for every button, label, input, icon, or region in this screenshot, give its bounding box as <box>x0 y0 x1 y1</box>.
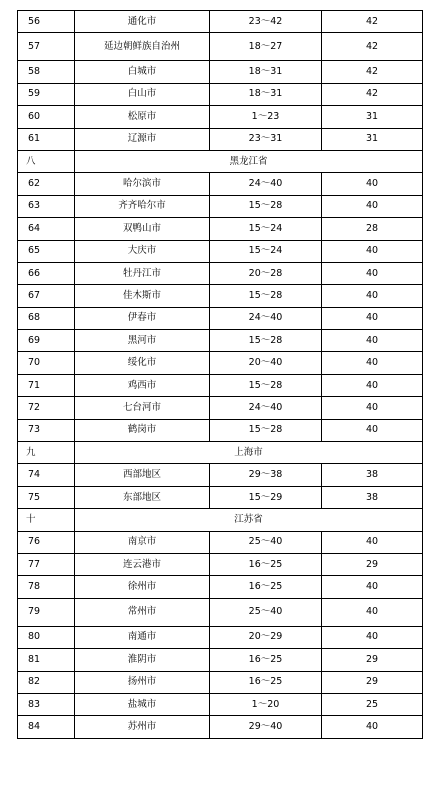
city-name: 佳木斯市 <box>75 285 210 307</box>
section-number: 十 <box>18 509 75 531</box>
design-value: 42 <box>322 11 423 33</box>
value-range: 16～25 <box>210 553 322 575</box>
city-name: 常州市 <box>75 598 210 626</box>
row-number: 81 <box>18 649 75 671</box>
design-value: 42 <box>322 61 423 83</box>
row-number: 72 <box>18 397 75 419</box>
row-number: 56 <box>18 11 75 33</box>
design-value: 29 <box>322 649 423 671</box>
table-row <box>18 397 423 419</box>
design-value: 40 <box>322 307 423 329</box>
table-row <box>18 33 423 61</box>
city-data-table <box>17 10 423 739</box>
row-number: 79 <box>18 598 75 626</box>
value-range: 20～29 <box>210 626 322 648</box>
design-value: 42 <box>322 33 423 61</box>
table-row <box>18 11 423 33</box>
design-value: 29 <box>322 553 423 575</box>
section-name: 上海市 <box>75 442 423 464</box>
value-range: 16～25 <box>210 576 322 598</box>
table-row <box>18 352 423 374</box>
design-value: 40 <box>322 419 423 441</box>
design-value: 31 <box>322 128 423 150</box>
table-row <box>18 598 423 626</box>
city-name: 淮阴市 <box>75 649 210 671</box>
row-number: 57 <box>18 33 75 61</box>
row-number: 70 <box>18 352 75 374</box>
value-range: 15～28 <box>210 330 322 352</box>
row-number: 64 <box>18 218 75 240</box>
row-number: 69 <box>18 330 75 352</box>
row-number: 71 <box>18 374 75 396</box>
row-number: 60 <box>18 106 75 128</box>
design-value: 40 <box>322 285 423 307</box>
table-row <box>18 106 423 128</box>
city-name: 苏州市 <box>75 716 210 738</box>
city-name: 西部地区 <box>75 464 210 486</box>
design-value: 31 <box>322 106 423 128</box>
value-range: 16～25 <box>210 649 322 671</box>
value-range: 23～42 <box>210 11 322 33</box>
row-number: 74 <box>18 464 75 486</box>
row-number: 61 <box>18 128 75 150</box>
table-row <box>18 553 423 575</box>
design-value: 38 <box>322 486 423 508</box>
city-name: 齐齐哈尔市 <box>75 195 210 217</box>
design-value: 40 <box>322 195 423 217</box>
table-row <box>18 693 423 715</box>
table-body <box>18 11 423 739</box>
section-header-row <box>18 150 423 172</box>
row-number: 78 <box>18 576 75 598</box>
table-row <box>18 671 423 693</box>
city-name: 徐州市 <box>75 576 210 598</box>
table-row <box>18 61 423 83</box>
row-number: 73 <box>18 419 75 441</box>
section-header-row <box>18 442 423 464</box>
value-range: 24～40 <box>210 397 322 419</box>
value-range: 15～28 <box>210 419 322 441</box>
city-name: 大庆市 <box>75 240 210 262</box>
row-number: 67 <box>18 285 75 307</box>
table-row <box>18 576 423 598</box>
city-name: 辽源市 <box>75 128 210 150</box>
row-number: 80 <box>18 626 75 648</box>
row-number: 68 <box>18 307 75 329</box>
row-number: 84 <box>18 716 75 738</box>
section-number: 八 <box>18 150 75 172</box>
row-number: 59 <box>18 83 75 105</box>
value-range: 24～40 <box>210 307 322 329</box>
section-header-row <box>18 509 423 531</box>
value-range: 15～24 <box>210 240 322 262</box>
row-number: 83 <box>18 693 75 715</box>
design-value: 42 <box>322 83 423 105</box>
table-row <box>18 486 423 508</box>
table-row <box>18 128 423 150</box>
section-name: 黑龙江省 <box>75 150 423 172</box>
table-row <box>18 330 423 352</box>
table-row <box>18 716 423 738</box>
value-range: 15～24 <box>210 218 322 240</box>
city-name: 哈尔滨市 <box>75 173 210 195</box>
row-number: 77 <box>18 553 75 575</box>
table-row <box>18 285 423 307</box>
value-range: 16～25 <box>210 671 322 693</box>
table-row <box>18 195 423 217</box>
value-range: 29～38 <box>210 464 322 486</box>
city-name: 松原市 <box>75 106 210 128</box>
design-value: 40 <box>322 240 423 262</box>
row-number: 82 <box>18 671 75 693</box>
design-value: 28 <box>322 218 423 240</box>
design-value: 40 <box>322 173 423 195</box>
design-value: 40 <box>322 262 423 284</box>
value-range: 25～40 <box>210 531 322 553</box>
table-row <box>18 173 423 195</box>
row-number: 65 <box>18 240 75 262</box>
value-range: 20～40 <box>210 352 322 374</box>
value-range: 15～29 <box>210 486 322 508</box>
table-row <box>18 649 423 671</box>
design-value: 40 <box>322 626 423 648</box>
value-range: 18～31 <box>210 61 322 83</box>
city-name: 七台河市 <box>75 397 210 419</box>
table-row <box>18 218 423 240</box>
row-number: 66 <box>18 262 75 284</box>
city-name: 白山市 <box>75 83 210 105</box>
city-name: 南京市 <box>75 531 210 553</box>
city-name: 南通市 <box>75 626 210 648</box>
table-row <box>18 262 423 284</box>
design-value: 40 <box>322 598 423 626</box>
row-number: 76 <box>18 531 75 553</box>
row-number: 63 <box>18 195 75 217</box>
design-value: 40 <box>322 531 423 553</box>
design-value: 40 <box>322 352 423 374</box>
row-number: 58 <box>18 61 75 83</box>
table-row <box>18 307 423 329</box>
table-row <box>18 464 423 486</box>
value-range: 15～28 <box>210 285 322 307</box>
design-value: 25 <box>322 693 423 715</box>
value-range: 29～40 <box>210 716 322 738</box>
city-name: 扬州市 <box>75 671 210 693</box>
city-name: 鸡西市 <box>75 374 210 396</box>
value-range: 18～27 <box>210 33 322 61</box>
design-value: 40 <box>322 330 423 352</box>
design-value: 29 <box>322 671 423 693</box>
city-name: 东部地区 <box>75 486 210 508</box>
value-range: 15～28 <box>210 195 322 217</box>
section-name: 江苏省 <box>75 509 423 531</box>
value-range: 15～28 <box>210 374 322 396</box>
value-range: 1～20 <box>210 693 322 715</box>
city-name: 鹤岗市 <box>75 419 210 441</box>
city-name: 连云港市 <box>75 553 210 575</box>
city-name: 黑河市 <box>75 330 210 352</box>
table-row <box>18 419 423 441</box>
city-name: 双鸭山市 <box>75 218 210 240</box>
value-range: 18～31 <box>210 83 322 105</box>
table-row <box>18 83 423 105</box>
row-number: 62 <box>18 173 75 195</box>
value-range: 1～23 <box>210 106 322 128</box>
city-name: 绥化市 <box>75 352 210 374</box>
table-row <box>18 531 423 553</box>
value-range: 20～28 <box>210 262 322 284</box>
value-range: 25～40 <box>210 598 322 626</box>
city-name: 盐城市 <box>75 693 210 715</box>
table-row <box>18 626 423 648</box>
design-value: 40 <box>322 576 423 598</box>
table-row <box>18 374 423 396</box>
design-value: 38 <box>322 464 423 486</box>
row-number: 75 <box>18 486 75 508</box>
city-name: 伊春市 <box>75 307 210 329</box>
design-value: 40 <box>322 716 423 738</box>
city-name: 白城市 <box>75 61 210 83</box>
value-range: 23～31 <box>210 128 322 150</box>
table-row <box>18 240 423 262</box>
design-value: 40 <box>322 374 423 396</box>
city-name: 延边朝鲜族自治州 <box>75 33 210 61</box>
design-value: 40 <box>322 397 423 419</box>
value-range: 24～40 <box>210 173 322 195</box>
city-name: 牡丹江市 <box>75 262 210 284</box>
section-number: 九 <box>18 442 75 464</box>
city-name: 通化市 <box>75 11 210 33</box>
